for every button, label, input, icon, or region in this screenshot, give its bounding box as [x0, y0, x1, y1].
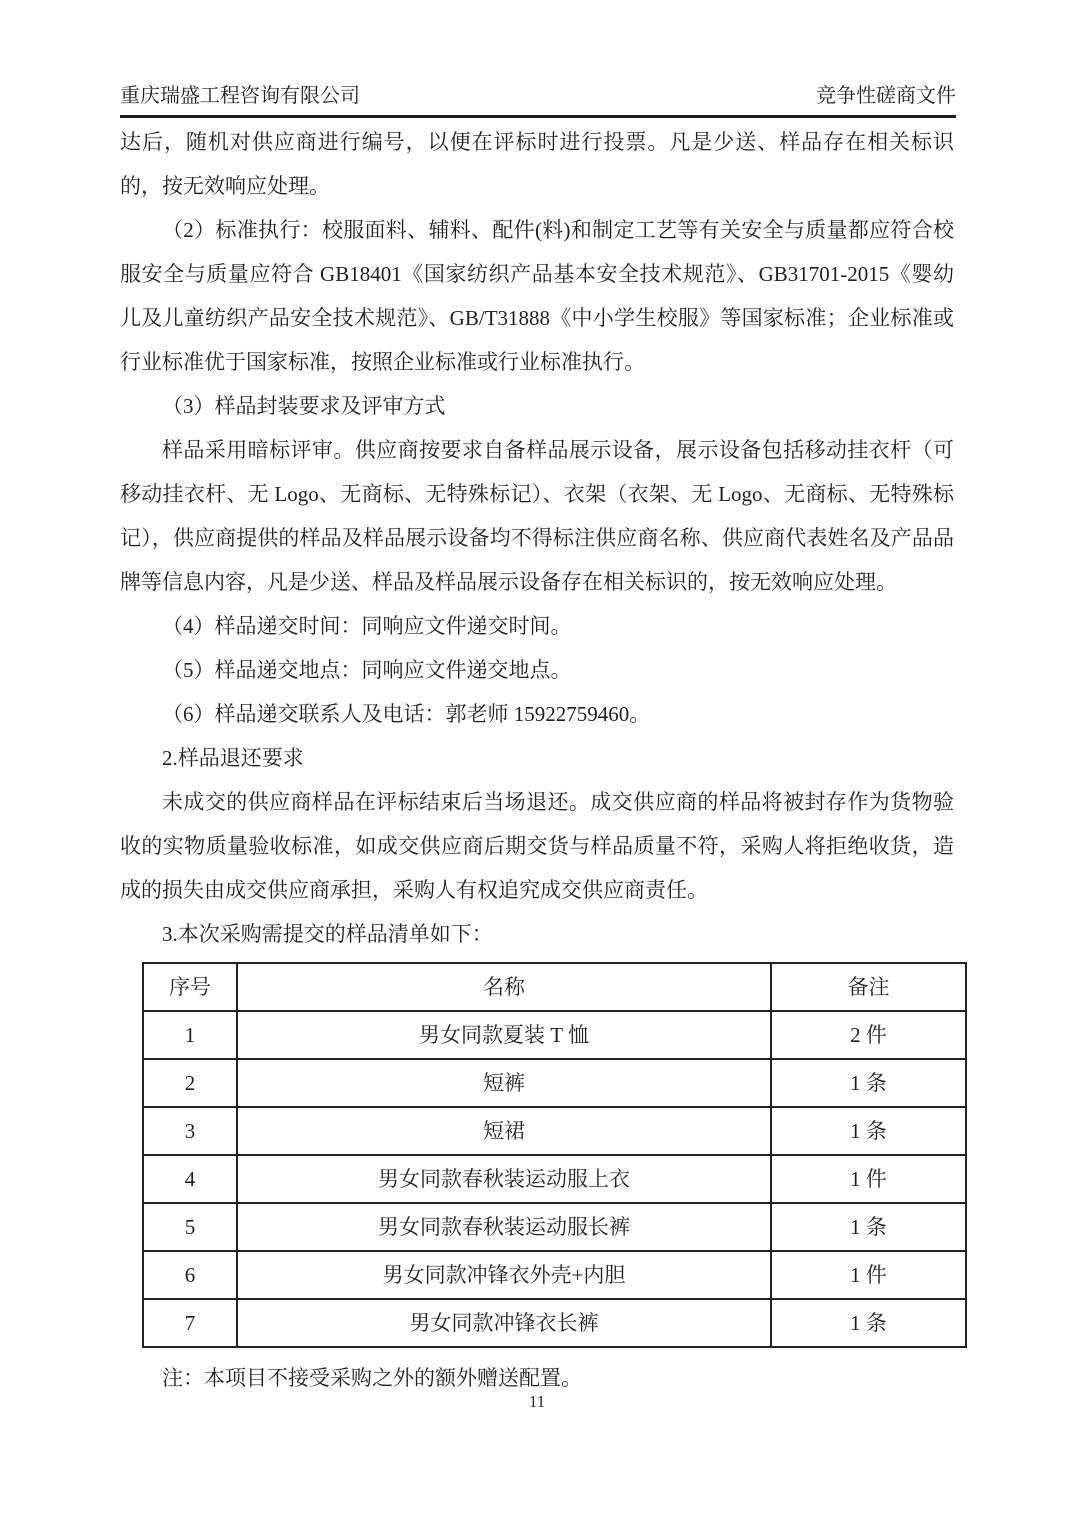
table-header-row	[143, 963, 966, 1011]
header-company-name: 重庆瑞盛工程咨询有限公司	[120, 85, 360, 107]
cell-remark: 1 条	[771, 1107, 966, 1155]
paragraph-submission-time: （4）样品递交时间：同响应文件递交时间。	[162, 614, 572, 638]
paragraph-submission-contact: （6）样品递交联系人及电话：郭老师 15922759460。	[162, 702, 651, 726]
paragraph-sample-list-intro: 3.本次采购需提交的样品清单如下：	[162, 922, 493, 946]
table-row	[143, 1251, 966, 1299]
cell-name: 男女同款春秋装运动服上衣	[237, 1155, 771, 1203]
cell-remark: 2 件	[771, 1011, 966, 1059]
table-note: 注：本项目不接受采购之外的额外赠送配置。	[162, 1366, 582, 1390]
column-header-remark: 备注	[771, 963, 966, 1011]
table-row	[143, 1011, 966, 1059]
cell-name: 男女同款冲锋衣长裤	[237, 1299, 771, 1347]
cell-remark: 1 条	[771, 1059, 966, 1107]
cell-number: 7	[143, 1299, 237, 1347]
cell-name: 男女同款冲锋衣外壳+内胆	[237, 1251, 771, 1299]
cell-number: 2	[143, 1059, 237, 1107]
column-header-number: 序号	[143, 963, 237, 1011]
page-number: 11	[528, 1392, 546, 1411]
cell-number: 1	[143, 1011, 237, 1059]
column-header-name: 名称	[237, 963, 771, 1011]
paragraph-standard-execution: （2）标准执行：校服面料、辅料、配件(料)和制定工艺等有关安全与质量都应符合校服安全与质量应符合 GB18401《国家纺织产品基本安全技术规范》、GB31701-2015《婴幼儿及儿童纺织产品安全技术规范》、GB/T31888《中小学生校服》等国家标准；企业标准或行业标准优于国家标准，按照企业标准或行业标准执行。	[120, 218, 954, 374]
header-doc-type: 竞争性磋商文件	[816, 85, 956, 107]
table-row	[143, 1299, 966, 1347]
cell-name: 男女同款夏装 T 恤	[237, 1011, 771, 1059]
table-row	[143, 1155, 966, 1203]
page-header	[120, 84, 956, 118]
paragraph-blind-review: 样品采用暗标评审。供应商按要求自备样品展示设备，展示设备包括移动挂衣杆（可移动挂衣杆、无 Logo、无商标、无特殊标记）、衣架（衣架、无 Logo、无商标、无特殊标记），供应商提供的样品及样品展示设备均不得标注供应商名称、供应商代表姓名及产品品牌等信息内容，凡是少送、样品及样品展示设备存在相关标识的，按无效响应处理。	[120, 438, 954, 594]
cell-number: 3	[143, 1107, 237, 1155]
cell-number: 6	[143, 1251, 237, 1299]
paragraph-sample-packaging-heading: （3）样品封装要求及评审方式	[162, 394, 446, 418]
table-row	[143, 1203, 966, 1251]
cell-remark: 1 件	[771, 1155, 966, 1203]
sample-list-table	[142, 962, 967, 1348]
cell-remark: 1 件	[771, 1251, 966, 1299]
page-footer	[0, 1392, 1074, 1412]
paragraph-submission-place: （5）样品递交地点：同响应文件递交地点。	[162, 658, 572, 682]
table-row	[143, 1059, 966, 1107]
cell-remark: 1 条	[771, 1203, 966, 1251]
paragraph-sample-return-heading: 2.样品退还要求	[162, 746, 304, 770]
cell-number: 4	[143, 1155, 237, 1203]
cell-name: 短裤	[237, 1059, 771, 1107]
table-row	[143, 1107, 966, 1155]
cell-remark: 1 条	[771, 1299, 966, 1347]
paragraph-continuation: 达后，随机对供应商进行编号，以便在评标时进行投票。凡是少送、样品存在相关标识的，按无效响应处理。	[120, 130, 954, 198]
cell-name: 男女同款春秋装运动服长裤	[237, 1203, 771, 1251]
paragraph-sample-return-body: 未成交的供应商样品在评标结束后当场退还。成交供应商的样品将被封存作为货物验收的实物质量验收标准，如成交供应商后期交货与样品质量不符，采购人将拒绝收货，造成的损失由成交供应商承担，采购人有权追究成交供应商责任。	[120, 790, 954, 902]
cell-name: 短裙	[237, 1107, 771, 1155]
document-body	[120, 120, 954, 1348]
cell-number: 5	[143, 1203, 237, 1251]
